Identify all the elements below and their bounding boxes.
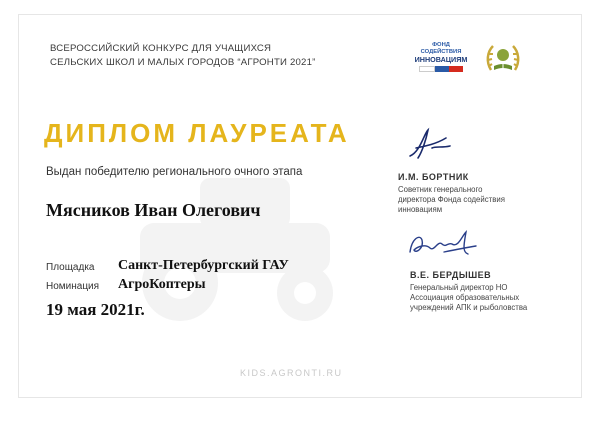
fund-logo-line-2: ИННОВАЦИЯМ (414, 55, 468, 64)
contest-line-2: СЕЛЬСКИХ ШКОЛ И МАЛЫХ ГОРОДОВ “АГРОНТИ 2021” (50, 57, 316, 68)
recipient-name: Мясников Иван Олегович (46, 200, 261, 220)
fund-logo (412, 42, 470, 74)
signatory-1-role-line: инновациям (398, 205, 443, 214)
signatory-1-role-line: Советник генерального (398, 185, 483, 194)
signature-berdyshev (404, 226, 484, 264)
laurel-book-emblem-icon (483, 40, 523, 80)
signatory-2-role-line: Генеральный директор НО (410, 283, 508, 292)
website-url: KIDS.AGRONTI.RU (240, 368, 343, 378)
signatory-2-role-line: Ассоциация образовательных (410, 293, 520, 302)
signatory-2-name: В.Е. БЕРДЫШЕВ (410, 270, 492, 280)
signatory-2-role (410, 283, 527, 313)
contest-line-1: ВСЕРОССИЙСКИЙ КОНКУРС ДЛЯ УЧАЩИХСЯ (50, 43, 272, 54)
venue-label: Площадка (46, 262, 95, 273)
signatory-1-role (398, 185, 505, 215)
nomination-label: Номинация (46, 281, 100, 292)
signatory-1-role-line: директора Фонда содействия (398, 195, 505, 204)
award-date: 19 мая 2021г. (46, 300, 145, 319)
fund-logo-line-1: ФОНД СОДЕЙСТВИЯ (420, 42, 462, 55)
signature-bortnik (406, 126, 458, 164)
contest-title (50, 42, 316, 70)
russian-flag-icon (419, 66, 463, 72)
issued-text: Выдан победителю регионального очного этапа (46, 166, 303, 178)
signatory-2-role-line: учреждений АПК и рыболовства (410, 303, 528, 312)
signatory-1-name: И.М. БОРТНИК (398, 172, 469, 182)
diploma-title: ДИПЛОМ ЛАУРЕАТА (44, 118, 350, 148)
venue-value: Санкт-Петербургский ГАУ (118, 258, 289, 273)
nomination-value: АгроКоптеры (118, 277, 206, 292)
